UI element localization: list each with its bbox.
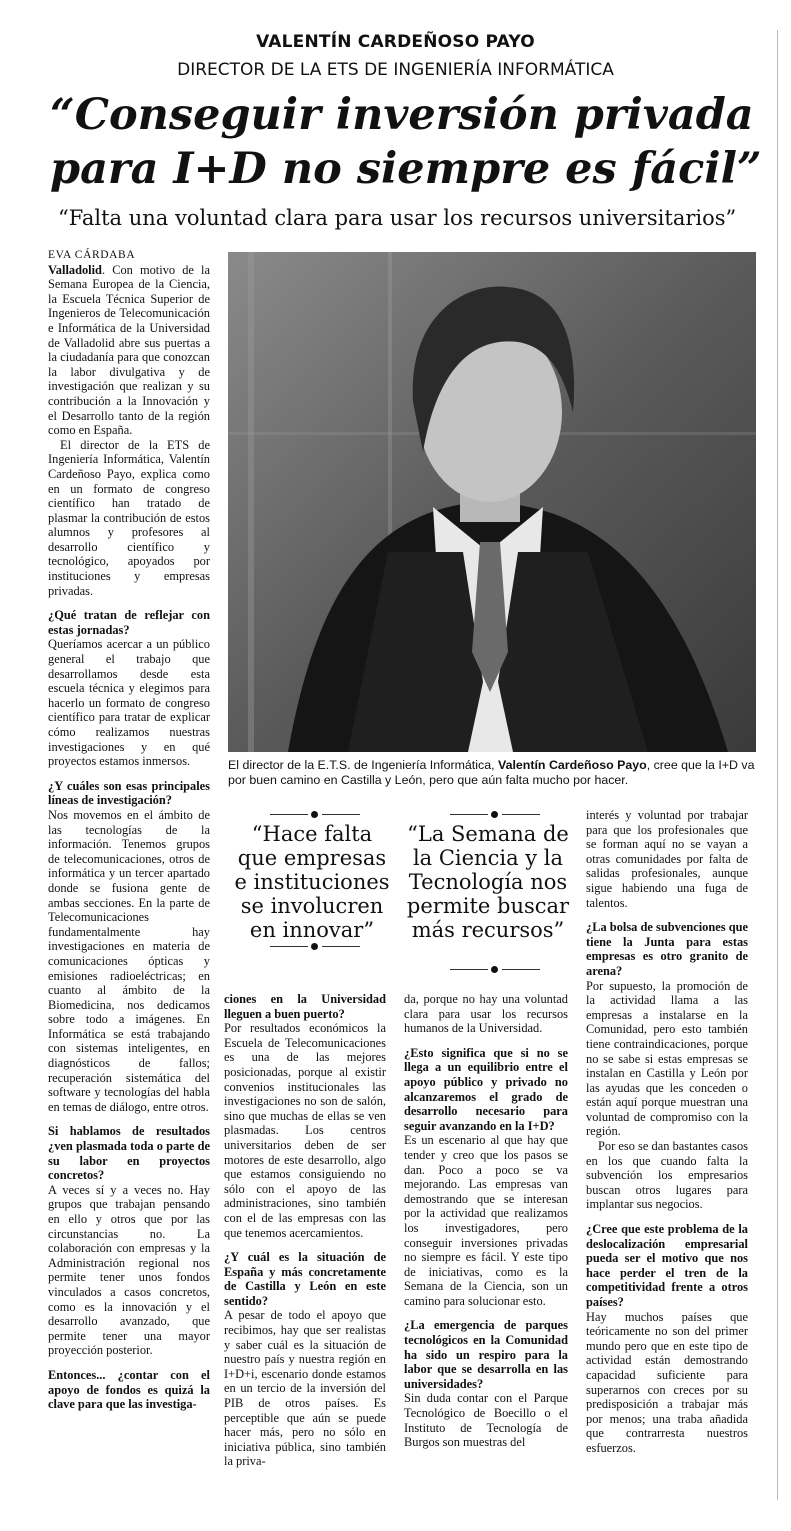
pull-quote-right: “La Semana de la Ciencia y la Tecnología nos permite buscar más recursos”	[406, 822, 570, 942]
question: ¿La emergencia de parques tecnológicos en la Comunidad ha sido un respiro para la labor que se desarrolla en las universidades?	[404, 1318, 568, 1391]
pull-quote-left: “Hace falta que empresas e instituciones se involucren en innovar”	[234, 822, 390, 942]
portrait-photo	[228, 252, 756, 752]
lead-text: . Con motivo de la Semana Europea de la Ciencia, la Escuela Técnica Superior de Ingenieros de Telecomunicación e Informática de la Universidad de Valladolid abre sus puertas a la ciudadanía para que conozcan la labor divulgativa y de investigación que realizan y su contribución a la Innovación y el Desarrollo tanto de la región como en España.	[48, 262, 210, 438]
question-continued: ciones en la Universidad lleguen a buen puerto?	[224, 992, 386, 1021]
photo-caption	[228, 758, 764, 788]
paragraph: Por eso se dan bastantes casos en los que cuando falta la subvención los empresarios buscan otros lugares para implantar sus negocios.	[586, 1139, 748, 1212]
dateline: Valladolid	[48, 262, 102, 277]
question: ¿La bolsa de subvenciones que tiene la Junta para estas empresas es otro granito de arena?	[586, 920, 748, 978]
page-edge-rule	[777, 30, 778, 1500]
column-3	[404, 992, 568, 1450]
headline: “Conseguir inversión privada para I+D no siempre es fácil”	[50, 90, 762, 194]
portrait-illustration	[228, 252, 756, 752]
ornament-divider	[270, 810, 360, 820]
question: ¿Qué tratan de reflejar con estas jornadas?	[48, 608, 210, 637]
answer: Nos movemos en el ámbito de las tecnologías de la información. Tenemos grupos de telecomunicaciones, otros de informática y un tercer apartado donde se fusiona gente de ambas secciones. En la parte de Telecomunicaciones fundamentalmente hay investigaciones en materia de comunicaciones ópticas y emisiones radioeléctricas; en cuanto al ámbito de la Biomedicina, nos dedicamos sobre todo a imágenes. En Informática se está trabajando con sistemas inteligentes, en diagnósticos de fallos; recuperación sistemática del software y tecnologías del habla en temas de diálogo, entre otros.	[48, 807, 210, 1114]
question: ¿Y cuáles son esas principales líneas de investigación?	[48, 778, 210, 808]
answer-continued: da, porque no hay una voluntad clara para usar los recursos humanos de la Universidad.	[404, 992, 568, 1036]
answer: Por supuesto, la promoción de la actividad llama a las empresas a instalarse en la Comunidad, pero esto también tiene contraindicaciones, porque no se sabe si estas empresas se instalan en Castilla y León por las ayudas que les conceden o están aquí porque muestran una voluntad de compromiso con la región.	[586, 978, 748, 1139]
byline: EVA CÁRDABA	[48, 249, 136, 261]
question: Entonces... ¿contar con el apoyo de fondos es quizá la clave para que las investiga-	[48, 1367, 210, 1412]
paragraph: El director de la ETS de Ingeniería Informática, Valentín Cardeñoso Payo, explica como en un formato de congreso científico han tratado de plasmar la contribución de estos alumnos y profesores al desarrollo científico y tecnológico, apoyados por instituciones y empresas privadas.	[48, 437, 210, 598]
column-2	[224, 992, 386, 1469]
answer: A pesar de todo el apoyo que recibimos, hay que ser realistas y saber cuál es la situación de nuestro país y nuestra región en I+D+i, escenario donde estamos en un tercio de la inversión del PIB de otros países. Es perceptible que aún se puede hacer más, pero no sólo en iniciativa pública, sino también la priva-	[224, 1308, 386, 1469]
answer: Es un escenario al que hay que tender y creo que los pasos se dan. Poco a poco se va mejorando. Las empresas van demostrando que se interesan por la actividad que realizamos los investigadores, pero conseguir inversiones privadas no siempre es fácil. Y este tipo de iniciativas, como es la Semana de la Ciencia, son un camino para solucionar esto.	[404, 1133, 568, 1308]
column-1	[48, 248, 210, 1412]
answer-continued: interés y voluntad por trabajar para que los profesionales que se forman aquí no se vayan a otras comunidades por falta de salidas profesionales, aunque sigue habiendo una fuga de talentos.	[586, 808, 748, 910]
answer: A veces sí y a veces no. Hay grupos que trabajan pensando en ello y otros que por las circunstancias no. La colaboración con empresas y la Administración regional nos permite tener unos fondos vinculados a casos concretos, como es la innovación y el desarrollo avanzado, que permite tener una mayor proyección posterior.	[48, 1182, 210, 1358]
subheadline: “Falta una voluntad clara para usar los recursos universitarios”	[58, 206, 737, 230]
answer: Queríamos acercar a un público general el trabajo que desarrollamos desde esta escuela técnica y elegimos para hacerlo un formato de congreso científico para tratar de explicar cómo realizamos nuestras investigaciones y en qué proyectos estamos inmersos.	[48, 637, 210, 769]
column-4	[586, 808, 748, 1456]
interviewee-role: DIRECTOR DE LA ETS DE INGENIERÍA INFORMÁTICA	[177, 60, 614, 80]
answer: Hay muchos países que teóricamente no son del primer mundo pero que en este tipo de actividad están demostrando capacidad suficiente para superarnos con creces por su predisposición a trabajar más por menos; una traba añadida que contrarresta nuestros esfuerzos.	[586, 1309, 748, 1455]
question: ¿Esto significa que si no se llega a un equilibrio entre el apoyo público y privado no alcanzaremos el grado de desarrollo necesario para seguir avanzando en la I+D?	[404, 1045, 568, 1133]
ornament-divider	[450, 965, 540, 975]
interviewee-name: VALENTÍN CARDEÑOSO PAYO	[256, 32, 535, 52]
ornament-divider	[450, 810, 540, 820]
caption-text: El director de la E.T.S. de Ingeniería Informática,	[228, 758, 498, 772]
question: Si hablamos de resultados ¿ven plasmada toda o parte de su labor en proyectos concretos?	[48, 1124, 210, 1183]
question: ¿Y cuál es la situación de España y más concretamente de Castilla y León en este sentido?	[224, 1250, 386, 1308]
caption-name: Valentín Cardeñoso Payo	[497, 758, 647, 772]
lead-paragraph	[48, 263, 210, 438]
answer: Por resultados económicos la Escuela de Telecomunicaciones es una de las mejores posicionadas, porque al existir convenios institucionales las investigaciones no son de salón, sino que muchas de ellas se ven plasmadas. Los centros universitarios deben de ser motores de este desarrollo, algo que estamos consiguiendo no sólo con el apoyo de las administraciones, sino también con el de las empresas con las que tenemos acercamientos.	[224, 1021, 386, 1240]
ornament-divider	[270, 942, 360, 952]
question: ¿Cree que este problema de la deslocalización empresarial pueda ser el motivo que nos hace perder el tren de la competitividad frente a otros países?	[586, 1222, 748, 1309]
answer: Sin duda contar con el Parque Tecnológico de Boecillo o el Instituto de Tecnología de Burgos son muestras del	[404, 1391, 568, 1450]
caption-text: , cree que la I+D va por buen camino en Castilla y León, pero que aún falta mucho por hacer.	[228, 758, 755, 787]
